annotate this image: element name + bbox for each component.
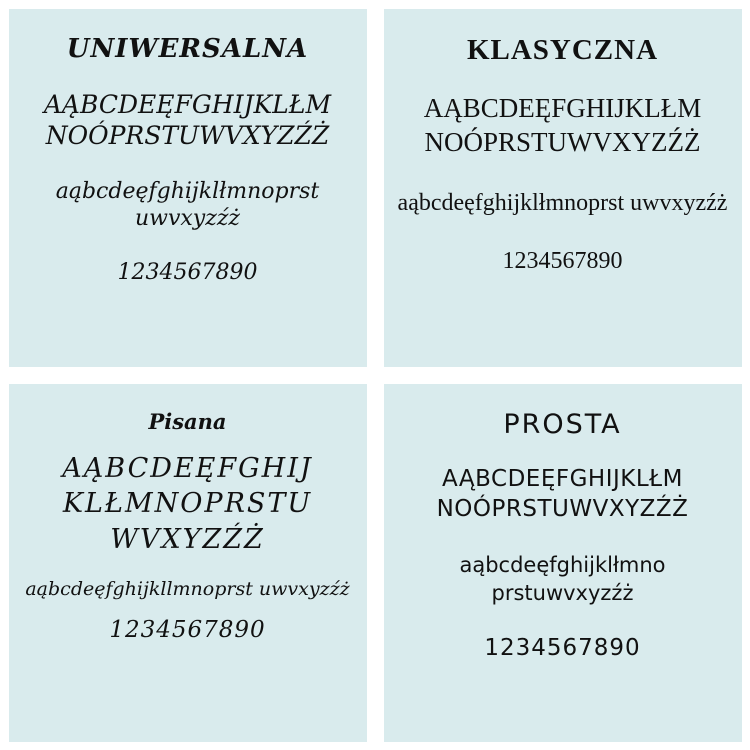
uppercase-specimen-prosta: AĄBCDEĘFGHIJKLŁM NOÓPRSTUWVXYZŹŻ	[436, 466, 689, 523]
digits-specimen-klasyczna: 1234567890	[502, 247, 623, 274]
uppercase-specimen-uniwersalna: AĄBCDEĘFGHIJKLŁM NOÓPRSTUWVXYZŹŻ	[43, 90, 332, 151]
uppercase-specimen-klasyczna: AĄBCDEĘFGHIJKLŁM NOÓPRSTUWVXYZŹŻ	[423, 93, 702, 158]
font-cell-klasyczna	[375, 0, 750, 375]
lowercase-specimen-prosta: aąbcdeęfghijklłmno prstuwvxyzźż	[459, 552, 666, 606]
digits-specimen-uniwersalna: 1234567890	[117, 259, 258, 285]
lowercase-specimen-klasyczna: aąbcdeęfghijklłmnoprst uwvxyzźż	[397, 189, 728, 216]
panel-title-klasyczna: KLASYCZNA	[466, 33, 659, 66]
font-cell-uniwersalna	[0, 0, 375, 375]
panel-title-prosta: PROSTA	[503, 408, 622, 440]
lowercase-specimen-uniwersalna: aąbcdeęfghijklłmnoprst uwvxyzźż	[55, 178, 320, 232]
font-cell-prosta	[375, 375, 750, 750]
digits-specimen-prosta: 1234567890	[484, 634, 641, 661]
panel-title-uniwersalna: UNIWERSALNA	[66, 33, 309, 64]
panel-title-pisana: Pisana	[148, 408, 227, 434]
font-panel-prosta[interactable]	[384, 384, 742, 742]
lowercase-specimen-pisana: aąbcdeęfghijkllmnoprst uwvxyzźż	[25, 578, 350, 601]
digits-specimen-pisana: 1234567890	[109, 617, 266, 644]
font-panel-uniwersalna[interactable]	[9, 9, 367, 367]
font-panel-pisana[interactable]	[9, 384, 367, 742]
uppercase-specimen-pisana: AĄBCDEĘFGHIJ KLŁMNOPRSTU WVXYZŹŻ	[62, 452, 313, 555]
font-panel-klasyczna[interactable]	[384, 9, 742, 367]
font-cell-pisana	[0, 375, 375, 750]
